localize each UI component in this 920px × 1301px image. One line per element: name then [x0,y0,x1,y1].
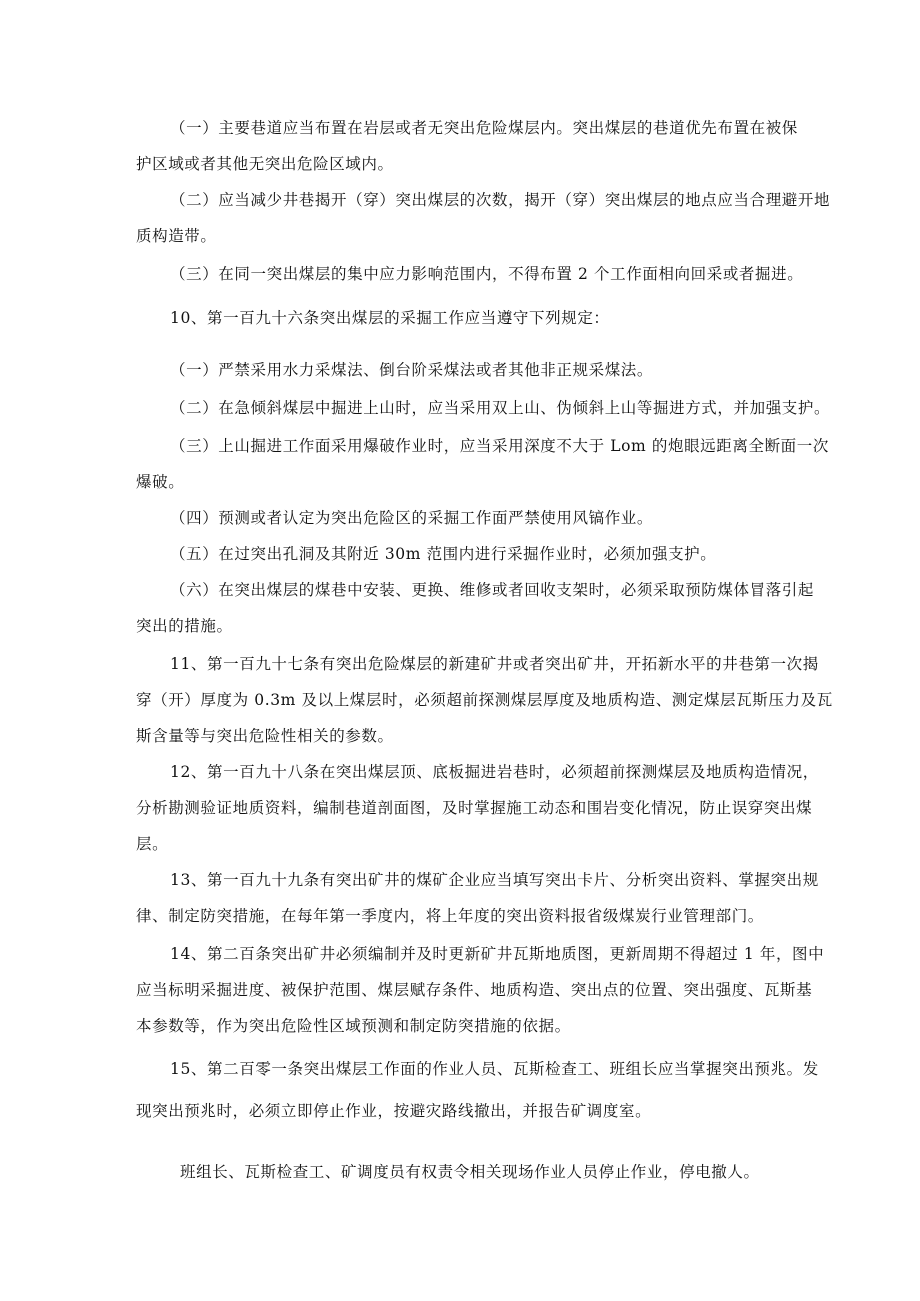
paragraph-10 [136,572,815,644]
paragraph-line: 13、第一百九十九条有突出矿井的煤矿企业应当填写突出卡片、分析突出资料、掌握突出规 [170,871,819,889]
paragraph-line: （四）预测或者认定为突出危险区的采掘工作面严禁使用风镐作业。 [170,509,654,527]
paragraph-line: （二）应当减少井巷揭开（穿）突出煤层的次数，揭开（穿）突出煤层的地点应当合理避开地 [170,191,831,209]
paragraph-12 [136,754,819,862]
paragraph-line: 穿（开）厚度为 0.3m 及以上煤层时，必须超前探测煤层厚度及地质构造、测定煤层瓦斯压力及瓦 [136,691,833,709]
paragraph-15 [136,1048,819,1132]
paragraph-line: 护区域或者其他无突出危险区域内。 [136,155,394,173]
paragraph-line: 分析勘测验证地质资料，编制巷道剖面图，及时掌握施工动态和围岩变化情况，防止误穿突出煤 [136,799,813,817]
paragraph-line: 应当标明采掘进度、被保护范围、煤层赋存条件、地质构造、突出点的位置、突出强度、瓦斯基 [136,981,813,999]
paragraph-line: 15、第二百零一条突出煤层工作面的作业人员、瓦斯检查工、班组长应当掌握突出预兆。发 [170,1060,819,1078]
paragraph-line: 班组长、瓦斯检查工、矿调度员有权责令相关现场作业人员停止作业，停电撤人。 [180,1163,760,1181]
paragraph-5 [136,352,796,388]
paragraph-line: 质构造带。 [136,227,217,245]
paragraph-16 [136,1154,796,1190]
paragraph-1 [136,110,796,182]
paragraph-line: 本参数等，作为突出危险性区域预测和制定防突措施的依据。 [136,1017,571,1035]
paragraph-line: （五）在过突出孔洞及其附近 30m 范围内进行采掘作业时，必须加强支护。 [170,545,717,563]
paragraph-line: 斯含量等与突出危险性相关的参数。 [136,727,394,745]
paragraph-13 [136,862,819,934]
paragraph-line: （二）在急倾斜煤层中掘进上山时，应当采用双上山、伪倾斜上山等掘进方式，并加强支护。 [170,399,831,417]
paragraph-8 [136,500,796,536]
paragraph-line: （一）主要巷道应当布置在岩层或者无突出危险煤层内。突出煤层的巷道优先布置在被保 [170,119,798,137]
paragraph-line: 11、第一百九十七条有突出危险煤层的新建矿井或者突出矿井，开拓新水平的井巷第一次揭 [170,655,819,673]
paragraph-line: （三）上山掘进工作面采用爆破作业时，应当采用深度不大于 Lom 的炮眼远距离全断面一次 [170,437,829,455]
paragraph-line: 爆破。 [136,473,185,491]
paragraph-3 [136,256,804,292]
paragraph-9 [136,536,796,572]
paragraph-line: 层。 [136,835,169,853]
paragraph-2 [136,182,831,254]
paragraph-14 [136,936,825,1044]
paragraph-line: 突出的措施。 [136,617,233,635]
paragraph-line: 律、制定防突措施，在每年第一季度内，将上年度的突出资料报省级煤炭行业管理部门。 [136,907,764,925]
paragraph-line: （六）在突出煤层的煤巷中安装、更换、维修或者回收支架时，必须采取预防煤体冒落引起 [170,581,815,599]
paragraph-7 [136,428,829,500]
paragraph-6 [136,390,831,426]
paragraph-line: 14、第二百条突出矿井必须编制并及时更新矿井瓦斯地质图，更新周期不得超过 1 年，图中 [170,945,825,963]
paragraph-line: （三）在同一突出煤层的集中应力影响范围内，不得布置 2 个工作面相向回采或者掘进。 [170,265,804,283]
paragraph-line: 现突出预兆时，必须立即停止作业，按避灾路线撤出，并报告矿调度室。 [136,1102,652,1120]
paragraph-line: （一）严禁采用水力采煤法、倒台阶采煤法或者其他非正规采煤法。 [170,361,654,379]
paragraph-11 [136,646,833,754]
paragraph-line: 12、第一百九十八条在突出煤层顶、底板掘进岩巷时，必须超前探测煤层及地质构造情况， [170,763,819,781]
paragraph-line: 10、第一百九十六条突出煤层的采掘工作应当遵守下列规定： [170,309,610,327]
paragraph-4 [136,300,796,336]
